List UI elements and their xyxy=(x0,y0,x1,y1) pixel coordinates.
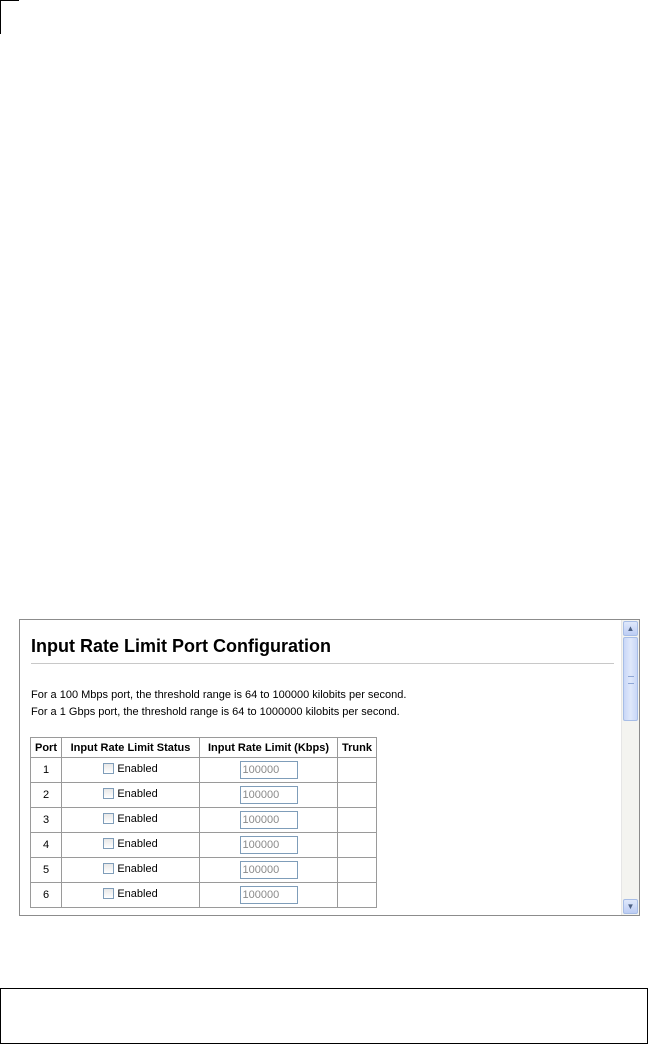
rate-limit-input[interactable] xyxy=(240,886,298,904)
table-header-row xyxy=(31,738,377,758)
table-row xyxy=(31,883,377,908)
status-cell xyxy=(62,858,200,883)
page-title: Input Rate Limit Port Configuration xyxy=(31,636,331,656)
enabled-checkbox-group[interactable] xyxy=(103,788,157,800)
crop-mark-horizontal xyxy=(0,0,19,1)
port-cell: 4 xyxy=(31,833,62,858)
status-cell xyxy=(62,883,200,908)
note-box xyxy=(0,988,648,1044)
scroll-thumb[interactable] xyxy=(623,637,638,721)
limit-cell xyxy=(200,883,338,908)
table-row xyxy=(31,858,377,883)
vertical-scrollbar[interactable] xyxy=(621,620,639,915)
enabled-checkbox[interactable] xyxy=(103,838,114,849)
title-divider xyxy=(31,663,614,664)
limit-cell xyxy=(200,833,338,858)
table-row xyxy=(31,833,377,858)
enabled-checkbox-group[interactable] xyxy=(103,888,157,900)
enabled-checkbox-group[interactable] xyxy=(103,763,157,775)
enabled-label: Enabled xyxy=(117,812,158,825)
enabled-label: Enabled xyxy=(117,762,158,775)
header-port: Port xyxy=(31,738,62,758)
trunk-cell xyxy=(338,783,377,808)
table-row xyxy=(31,783,377,808)
port-cell: 6 xyxy=(31,883,62,908)
trunk-cell xyxy=(338,833,377,858)
rate-limit-input[interactable] xyxy=(240,811,298,829)
rate-limit-input[interactable] xyxy=(240,786,298,804)
limit-cell xyxy=(200,858,338,883)
limit-cell xyxy=(200,808,338,833)
limit-cell xyxy=(200,758,338,783)
trunk-cell xyxy=(338,883,377,908)
enabled-checkbox[interactable] xyxy=(103,788,114,799)
rate-limit-table xyxy=(30,737,377,908)
grip-icon xyxy=(628,676,634,684)
trunk-cell xyxy=(338,808,377,833)
enabled-checkbox[interactable] xyxy=(103,813,114,824)
port-cell: 1 xyxy=(31,758,62,783)
description-line-1: For a 100 Mbps port, the threshold range is 64 to 100000 kilobits per second. xyxy=(31,689,407,701)
trunk-cell xyxy=(338,858,377,883)
port-cell: 5 xyxy=(31,858,62,883)
enabled-label: Enabled xyxy=(117,837,158,850)
enabled-label: Enabled xyxy=(117,787,158,800)
status-cell xyxy=(62,783,200,808)
page-content xyxy=(20,620,623,915)
enabled-checkbox-group[interactable] xyxy=(103,813,157,825)
status-cell xyxy=(62,758,200,783)
description-line-2: For a 1 Gbps port, the threshold range is 64 to 1000000 kilobits per second. xyxy=(31,706,400,718)
header-trunk: Trunk xyxy=(338,738,377,758)
enabled-checkbox[interactable] xyxy=(103,863,114,874)
enabled-checkbox-group[interactable] xyxy=(103,863,157,875)
trunk-cell xyxy=(338,758,377,783)
enabled-checkbox-group[interactable] xyxy=(103,838,157,850)
header-limit: Input Rate Limit (Kbps) xyxy=(200,738,338,758)
table-row xyxy=(31,808,377,833)
enabled-label: Enabled xyxy=(117,862,158,875)
arrow-down-icon[interactable]: ▼ xyxy=(623,899,638,914)
enabled-label: Enabled xyxy=(117,887,158,900)
header-status: Input Rate Limit Status xyxy=(62,738,200,758)
enabled-checkbox[interactable] xyxy=(103,888,114,899)
status-cell xyxy=(62,808,200,833)
rate-limit-input[interactable] xyxy=(240,761,298,779)
browser-frame xyxy=(19,619,640,916)
enabled-checkbox[interactable] xyxy=(103,763,114,774)
port-cell: 3 xyxy=(31,808,62,833)
table-row xyxy=(31,758,377,783)
arrow-up-icon[interactable]: ▲ xyxy=(623,621,638,636)
rate-limit-input[interactable] xyxy=(240,861,298,879)
crop-mark-vertical xyxy=(0,0,1,34)
port-cell: 2 xyxy=(31,783,62,808)
rate-limit-input[interactable] xyxy=(240,836,298,854)
limit-cell xyxy=(200,783,338,808)
status-cell xyxy=(62,833,200,858)
